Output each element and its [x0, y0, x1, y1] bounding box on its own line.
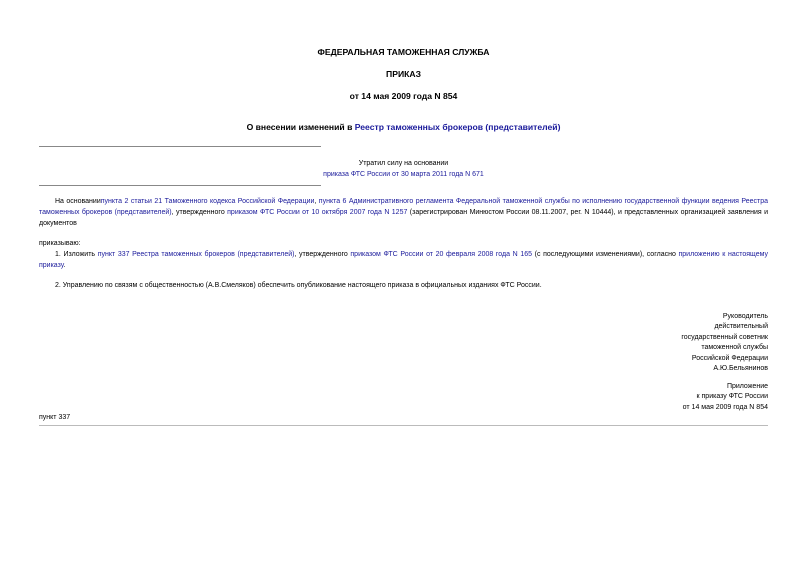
signature-block: Руководитель действительный государственный советник таможенной службы Российской Федерации А.Ю.Бельянинов: [681, 313, 768, 373]
doc-type-title: ПРИКАЗ: [386, 69, 421, 79]
appendix-block: Приложение к приказу ФТС России от 14 мая 2009 года N 854: [682, 383, 768, 411]
appendix-link[interactable]: приложению к настоящему приказу: [39, 251, 768, 269]
order-word: приказываю:: [39, 240, 81, 247]
doc-subject: [0, 121, 807, 133]
footer-divider: [39, 425, 768, 426]
registry-link[interactable]: Реестр таможенных брокеров (представителей): [354, 122, 561, 132]
order-165-link[interactable]: приказом ФТС России от 20 февраля 2008 года N 165: [350, 251, 533, 258]
doc-date: от 14 мая 2009 года N 854: [349, 91, 458, 101]
repeal-order-link[interactable]: приказа ФТС России от 30 марта 2011 года N 671: [323, 171, 484, 178]
customs-code-link[interactable]: пункта 2 статьи 21 Таможенного кодекса Российской Федерации: [100, 198, 315, 205]
status-line: Утратил силу на основании: [358, 160, 449, 167]
divider-top: [39, 146, 321, 147]
agency-title: ФЕДЕРАЛЬНАЯ ТАМОЖЕННАЯ СЛУЖБА: [317, 47, 490, 57]
item-337-link[interactable]: пункт 337 Реестра таможенных брокеров (представителей): [97, 251, 295, 258]
footer-item-label: пункт 337: [39, 414, 71, 421]
item-2: 2. Управлению по связям с общественностью (А.В.Смеляков) обеспечить опубликование настоящего приказа в официальных изданиях ФТС России.: [55, 282, 542, 289]
basis-paragraph: На основаниипункта 2 статьи 21 Таможенного кодекса Российской Федерации, пункта 6 Административного регламента Федеральной таможенной службы по исполнению государственной функции ведения Реестра таможенных брокеров (представителей), утвержденного приказом ФТС России от 10 октября 2007 года N 1257 (зарегистрирован Минюстом России 08.11.2007, рег. N 10444), и представленных организацией заявления и документов: [39, 198, 768, 227]
admin-regulation-link[interactable]: пункта 6 Административного регламента Федеральной таможенной службы по исполнению государственной функции ведения Реестра таможенных брокеров (представителей): [39, 198, 768, 216]
subject-prefix: О внесении изменений в: [246, 122, 355, 132]
item-1: 1. Изложить пункт 337 Реестра таможенных брокеров (представителей), утвержденного приказом ФТС России от 20 февраля 2008 года N 165 (с последующими изменениями), согласно приложению к настоящему приказу.: [39, 251, 768, 269]
order-1257-link[interactable]: приказом ФТС России от 10 октября 2007 года N 1257: [227, 209, 408, 216]
divider-bottom: [39, 185, 321, 186]
